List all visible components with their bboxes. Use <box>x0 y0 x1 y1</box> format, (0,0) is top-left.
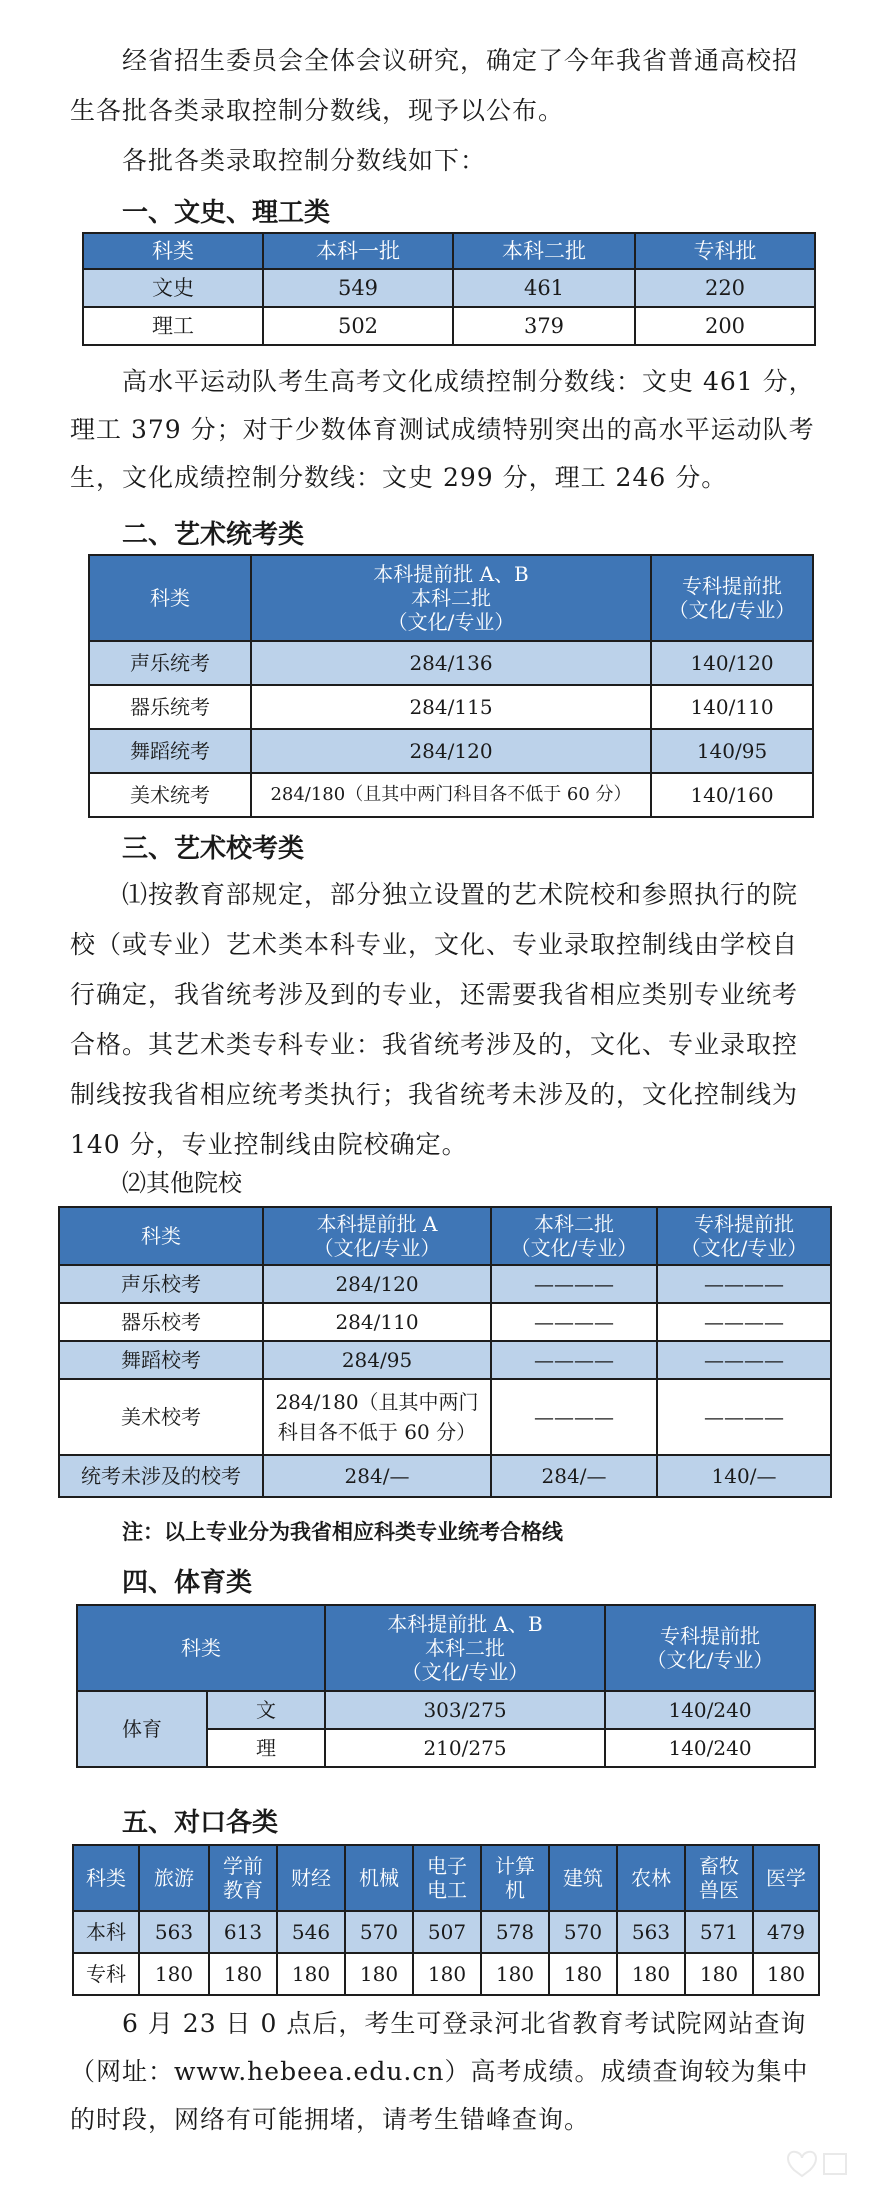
s4-header: 本科提前批 A、B 本科二批 （文化/专业） <box>325 1605 605 1691</box>
s5-cell: 571 <box>685 1911 753 1953</box>
outro-paragraph: 6 月 23 日 0 点后，考生可登录河北省教育考试院网站查询（网址：www.hebeea.edu.cn）高考成绩。成绩查询较为集中的时段，网络有可能拥堵，请考生错峰查询。 <box>70 2009 809 2134</box>
s5-cell: 563 <box>139 1911 209 1953</box>
s3-header: 本科二批 （文化/专业） <box>491 1207 657 1265</box>
s3-cell: 284/— <box>263 1455 491 1497</box>
s3-cell: ———— <box>657 1303 831 1341</box>
s2-header: 专科提前批 （文化/专业） <box>651 555 813 641</box>
s5-cell: 578 <box>481 1911 549 1953</box>
s1-header: 本科一批 <box>263 233 453 269</box>
table-row <box>59 1341 831 1379</box>
table-row <box>59 1455 831 1497</box>
s3-cell: ———— <box>657 1265 831 1303</box>
s5-cell: 570 <box>345 1911 413 1953</box>
section3-subtitle: ⑵其他院校 <box>122 1169 242 1197</box>
s5-cell: 本科 <box>73 1911 139 1953</box>
section1-table <box>82 232 816 346</box>
intro-lead: 各批各类录取控制分数线如下： <box>122 146 487 175</box>
s5-cell: 180 <box>617 1953 685 1995</box>
s3-cell: 284/— <box>491 1455 657 1497</box>
s3-header: 本科提前批 A （文化/专业） <box>263 1207 491 1265</box>
s2-cell: 140/110 <box>651 685 813 729</box>
s4-cell: 理 <box>207 1729 325 1767</box>
s3-cell: 美术校考 <box>59 1379 263 1455</box>
s5-header: 计算 机 <box>481 1845 549 1911</box>
table-row <box>59 1303 831 1341</box>
s2-cell: 140/95 <box>651 729 813 773</box>
s5-cell: 180 <box>139 1953 209 1995</box>
watermark-icon <box>782 2142 852 2182</box>
s4-cell: 140/240 <box>605 1691 815 1729</box>
s4-header: 专科提前批 （文化/专业） <box>605 1605 815 1691</box>
s3-cell: 284/180（且其中两门 科目各不低于 60 分） <box>263 1379 491 1455</box>
s5-header: 科类 <box>73 1845 139 1911</box>
section5-table <box>72 1844 820 1996</box>
s2-cell: 美术统考 <box>89 773 251 817</box>
s3-cell: 舞蹈校考 <box>59 1341 263 1379</box>
s1-header: 本科二批 <box>453 233 635 269</box>
s5-cell: 570 <box>549 1911 617 1953</box>
s1-cell: 理工 <box>83 307 263 345</box>
s1-cell: 549 <box>263 269 453 307</box>
s1-cell: 200 <box>635 307 815 345</box>
s3-cell: ———— <box>491 1379 657 1455</box>
table-row <box>89 729 813 773</box>
s3-cell: 284/110 <box>263 1303 491 1341</box>
s3-cell: ———— <box>657 1341 831 1379</box>
s5-header: 农林 <box>617 1845 685 1911</box>
s2-cell: 140/120 <box>651 641 813 685</box>
s5-cell: 563 <box>617 1911 685 1953</box>
table-row <box>83 269 815 307</box>
s3-header: 科类 <box>59 1207 263 1265</box>
s5-header: 机械 <box>345 1845 413 1911</box>
s2-cell: 声乐统考 <box>89 641 251 685</box>
section5-title: 五、对口各类 <box>122 1808 279 1838</box>
s5-cell: 613 <box>209 1911 277 1953</box>
s5-cell: 180 <box>481 1953 549 1995</box>
s2-header: 本科提前批 A、B 本科二批 （文化/专业） <box>251 555 651 641</box>
s5-header: 建筑 <box>549 1845 617 1911</box>
s5-cell: 180 <box>345 1953 413 1995</box>
s2-cell: 284/136 <box>251 641 651 685</box>
s5-cell: 180 <box>209 1953 277 1995</box>
section1-title: 一、文史、理工类 <box>122 198 331 228</box>
s5-header: 财经 <box>277 1845 345 1911</box>
s5-cell: 180 <box>413 1953 481 1995</box>
s3-cell: 器乐校考 <box>59 1303 263 1341</box>
table-row <box>83 307 815 345</box>
s3-cell: ———— <box>491 1341 657 1379</box>
s1-header: 科类 <box>83 233 263 269</box>
s3-cell: ———— <box>491 1303 657 1341</box>
s5-cell: 180 <box>549 1953 617 1995</box>
table-row <box>59 1265 831 1303</box>
s2-cell: 284/120 <box>251 729 651 773</box>
s5-header: 旅游 <box>139 1845 209 1911</box>
section4-title: 四、体育类 <box>122 1568 253 1598</box>
s2-cell: 140/160 <box>651 773 813 817</box>
s5-header: 学前 教育 <box>209 1845 277 1911</box>
s2-cell: 284/115 <box>251 685 651 729</box>
section3-note: 注：以上专业分为我省相应科类专业统考合格线 <box>122 1520 563 1544</box>
s4-cell: 303/275 <box>325 1691 605 1729</box>
s1-header: 专科批 <box>635 233 815 269</box>
s3-cell: ———— <box>491 1265 657 1303</box>
s1-cell: 379 <box>453 307 635 345</box>
s3-cell: 统考未涉及的校考 <box>59 1455 263 1497</box>
table-row <box>59 1379 831 1455</box>
s3-cell: 140/— <box>657 1455 831 1497</box>
s3-header: 专科提前批 （文化/专业） <box>657 1207 831 1265</box>
s5-cell: 专科 <box>73 1953 139 1995</box>
section3-paragraph: ⑴按教育部规定，部分独立设置的艺术院校和参照执行的院校（或专业）艺术类本科专业，文化、专业录取控制线由学校自行确定，我省统考涉及到的专业，还需要我省相应类别专业统考合格。其艺术类专科专业：我省统考涉及的，文化、专业录取控制线按我省相应统考类执行；我省统考未涉及的，文化控制线为 140 分，专业控制线由院校确定。 <box>70 880 799 1159</box>
s2-cell: 器乐统考 <box>89 685 251 729</box>
s5-header: 畜牧 兽医 <box>685 1845 753 1911</box>
intro-paragraph: 经省招生委员会全体会议研究，确定了今年我省普通高校招生各批各类录取控制分数线，现予以公布。 <box>70 46 799 125</box>
s1-cell: 文史 <box>83 269 263 307</box>
section2-title: 二、艺术统考类 <box>122 520 305 550</box>
section3-title: 三、艺术校考类 <box>122 834 305 864</box>
table-row <box>73 1911 819 1953</box>
s4-cell: 210/275 <box>325 1729 605 1767</box>
s3-cell: 声乐校考 <box>59 1265 263 1303</box>
section2-table <box>88 554 814 818</box>
s4-cell: 文 <box>207 1691 325 1729</box>
section1-note: 高水平运动队考生高考文化成绩控制分数线：文史 461 分，理工 379 分；对于少数体育测试成绩特别突出的高水平运动队考生，文化成绩控制分数线：文史 299 分，理工 246 分。 <box>70 367 815 492</box>
s1-cell: 220 <box>635 269 815 307</box>
table-row <box>89 773 813 817</box>
table-row <box>73 1953 819 1995</box>
s1-cell: 461 <box>453 269 635 307</box>
s4-header: 科类 <box>77 1605 325 1691</box>
s5-cell: 507 <box>413 1911 481 1953</box>
table-row <box>89 685 813 729</box>
s5-cell: 180 <box>753 1953 819 1995</box>
s2-cell: 284/180（且其中两门科目各不低于 60 分） <box>251 773 651 817</box>
section3-table <box>58 1206 832 1498</box>
s5-cell: 479 <box>753 1911 819 1953</box>
s5-header: 医学 <box>753 1845 819 1911</box>
s5-cell: 546 <box>277 1911 345 1953</box>
s1-cell: 502 <box>263 307 453 345</box>
s2-cell: 舞蹈统考 <box>89 729 251 773</box>
s3-cell: 284/120 <box>263 1265 491 1303</box>
s3-cell: ———— <box>657 1379 831 1455</box>
s4-group-cell: 体育 <box>77 1691 207 1767</box>
section4-table <box>76 1604 816 1768</box>
s5-cell: 180 <box>277 1953 345 1995</box>
s5-cell: 180 <box>685 1953 753 1995</box>
table-row <box>77 1691 815 1729</box>
s2-header: 科类 <box>89 555 251 641</box>
s4-cell: 140/240 <box>605 1729 815 1767</box>
s5-header: 电子 电工 <box>413 1845 481 1911</box>
s3-cell: 284/95 <box>263 1341 491 1379</box>
table-row <box>89 641 813 685</box>
